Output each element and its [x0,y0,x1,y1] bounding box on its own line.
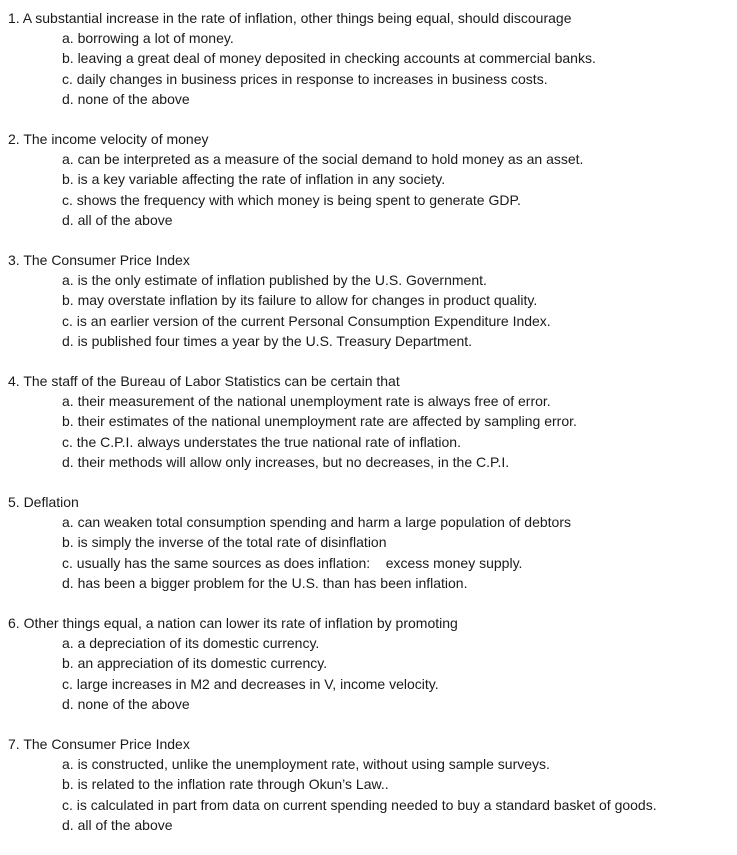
option-b: b. is simply the inverse of the total rate of disinflation [62,534,387,551]
option-a: a. their measurement of the national unemployment rate is always free of error. [62,393,551,410]
question-2 [0,129,737,230]
question-stem: 5. Deflation [8,494,79,510]
option-list [0,633,737,714]
option-d: d. is published four times a year by the U.S. Treasury Department. [62,332,473,349]
option-c: c. the C.P.I. always understates the true national rate of inflation. [62,433,461,450]
option-c: c. daily changes in business prices in response to increases in business costs. [62,70,548,87]
option-d: d. all of the above [62,211,173,228]
option-d: d. has been a bigger problem for the U.S. than has been inflation. [62,574,468,591]
option-b: b. an appreciation of its domestic currency. [62,655,328,672]
option-list [0,391,737,472]
option-list [0,270,737,351]
option-a: a. is constructed, unlike the unemployment rate, without using sample surveys. [62,756,550,773]
question-3 [0,250,737,351]
option-a: a. a depreciation of its domestic currency. [62,635,320,652]
question-1 [0,8,737,109]
option-a: a. can weaken total consumption spending and harm a large population of debtors [62,514,572,531]
option-list [0,512,737,593]
option-d: d. none of the above [62,695,190,712]
option-d: d. none of the above [62,90,190,107]
question-stem: 3. The Consumer Price Index [8,252,190,268]
question-stem: 2. The income velocity of money [8,131,209,147]
question-6 [0,613,737,714]
option-list [0,754,737,835]
option-c: c. shows the frequency with which money is being spent to generate GDP. [62,191,521,208]
option-b: b. their estimates of the national unemployment rate are affected by sampling error. [62,413,577,430]
question-stem: 1. A substantial increase in the rate of inflation, other things being equal, should discourage [8,10,572,26]
question-5 [0,492,737,593]
question-stem: 6. Other things equal, a nation can lower its rate of inflation by promoting [8,615,458,631]
option-b: b. is related to the inflation rate through Okun’s Law.. [62,776,389,793]
question-7 [0,734,737,835]
option-b: b. is a key variable affecting the rate of inflation in any society. [62,171,446,188]
option-d: d. all of the above [62,816,173,833]
question-4 [0,371,737,472]
question-stem: 7. The Consumer Price Index [8,736,190,752]
option-d: d. their methods will allow only increases, but no decreases, in the C.P.I. [62,453,510,470]
option-c: c. large increases in M2 and decreases in V, income velocity. [62,675,439,692]
option-list [0,28,737,109]
option-a: a. is the only estimate of inflation published by the U.S. Government. [62,272,487,289]
option-a: a. borrowing a lot of money. [62,30,234,47]
option-b: b. leaving a great deal of money deposited in checking accounts at commercial banks. [62,50,596,67]
option-list [0,149,737,230]
option-b: b. may overstate inflation by its failure to allow for changes in product quality. [62,292,538,309]
option-c: c. is an earlier version of the current Personal Consumption Expenditure Index. [62,312,551,329]
option-a: a. can be interpreted as a measure of the social demand to hold money as an asset. [62,151,584,168]
option-c: c. usually has the same sources as does inflation: excess money supply. [62,554,523,571]
question-stem: 4. The staff of the Bureau of Labor Statistics can be certain that [8,373,400,389]
option-c: c. is calculated in part from data on current spending needed to buy a standard basket of goods. [62,796,657,813]
